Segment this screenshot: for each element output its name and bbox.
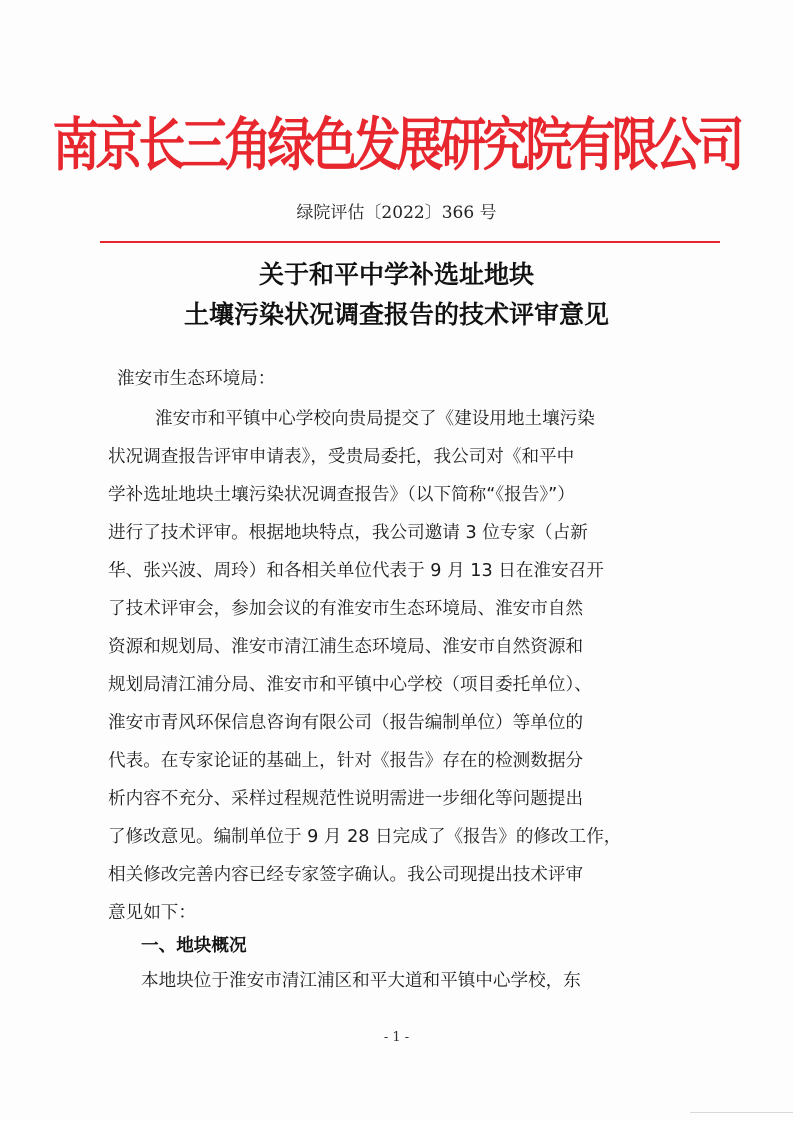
salutation: 淮安市生态环境局： xyxy=(117,369,276,389)
document-title-line-2: 土壤污染状况调查报告的技术评审意见 xyxy=(183,300,609,329)
paragraph-line: 进行了技术评审。根据地块特点，我公司邀请 3 位专家（占新 xyxy=(108,523,588,543)
paragraph-line: 资源和规划局、淮安市清江浦生态环境局、淮安市自然资源和 xyxy=(108,637,584,657)
paragraph-line: 华、张兴波、周玲）和各相关单位代表于 9 月 13 日在淮安召开 xyxy=(108,561,604,581)
page-number: - 1 - xyxy=(383,1030,410,1045)
header-divider xyxy=(100,241,720,243)
paragraph-line: 学补选址地块土壤污染状况调查报告》（以下简称“《报告》”） xyxy=(108,485,575,505)
document-number: 绿院评估〔2022〕366 号 xyxy=(296,203,497,223)
section-heading: 一、地块概况 xyxy=(141,936,247,956)
paragraph-line: 淮安市青风环保信息咨询有限公司（报告编制单位）等单位的 xyxy=(108,713,584,733)
paragraph-line: 意见如下： xyxy=(108,903,196,923)
scan-edge-line xyxy=(690,1112,793,1113)
paragraph-line: 规划局清江浦分局、淮安市和平镇中心学校（项目委托单位）、 xyxy=(108,675,592,695)
paragraph-line: 淮安市和平镇中心学校向贵局提交了《建设用地土壤污染 xyxy=(155,409,595,429)
paragraph-line: 了技术评审会，参加会议的有淮安市生态环境局、淮安市自然 xyxy=(108,599,584,619)
document-title-line-1: 关于和平中学补选址地块 xyxy=(258,260,534,289)
organization-header: 南京长三角绿色发展研究院有限公司 xyxy=(52,112,741,180)
paragraph-line: 析内容不充分、采样过程规范性说明需进一步细化等问题提出 xyxy=(108,789,584,809)
paragraph-line: 状况调查报告评审申请表》，受贵局委托，我公司对《和平中 xyxy=(108,447,575,467)
paragraph-line: 相关修改完善内容已经专家签字确认。我公司现提出技术评审 xyxy=(108,865,584,885)
paragraph-line: 代表。在专家论证的基础上，针对《报告》存在的检测数据分 xyxy=(108,751,584,771)
paragraph-line: 了修改意见。编制单位于 9 月 28 日完成了《报告》的修改工作， xyxy=(108,827,622,847)
section-paragraph-line: 本地块位于淮安市清江浦区和平大道和平镇中心学校，东 xyxy=(141,971,581,991)
